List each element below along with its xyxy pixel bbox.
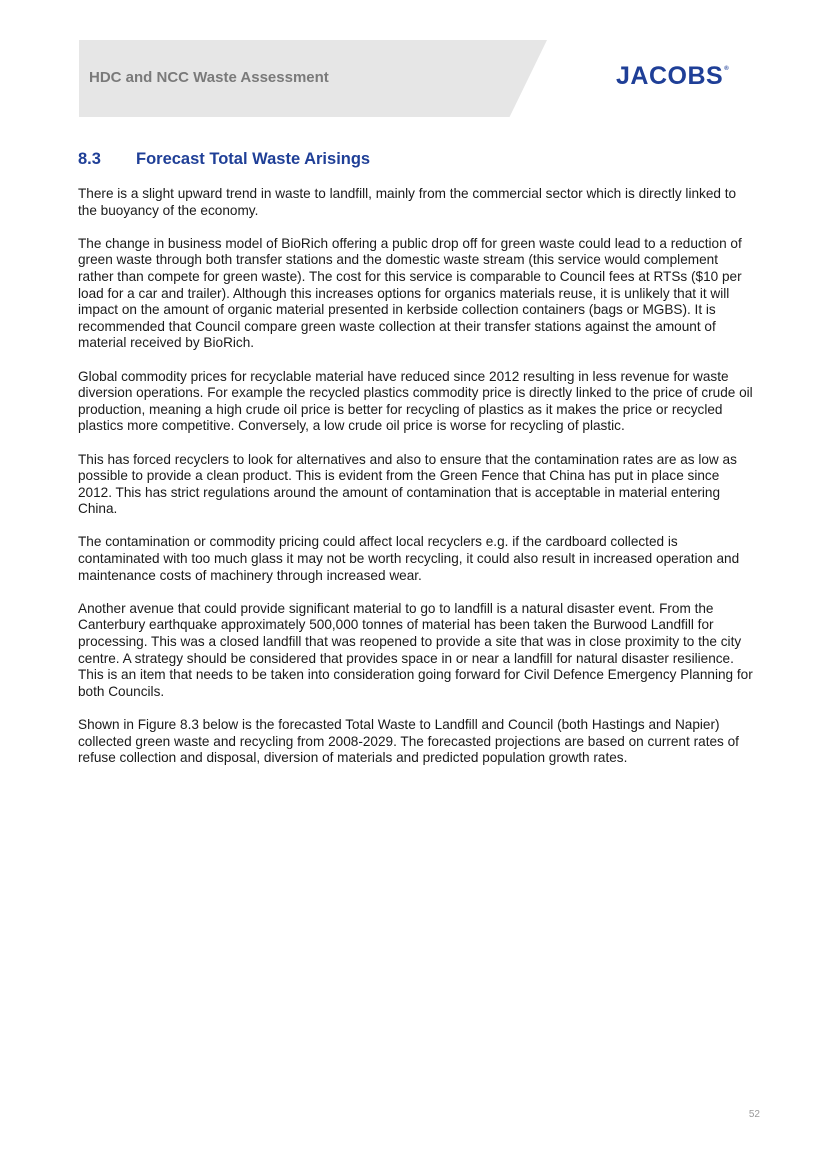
- paragraph: The change in business model of BioRich offering a public drop off for green waste could lead to a reduction of green waste through both transfer stations and the domestic waste stream (this service would complement rather than compete for green waste). The cost for this service is comparable to Council fees at RTSs ($10 per load for a car and trailer). Although this increases options for organics materials reuse, it is unlikely that it will impact on the amount of organic material presented in kerbside collection containers (bags or MGBS). It is recommended that Council compare green waste collection at their transfer stations against the amount of material received by BioRich.: [78, 235, 742, 351]
- logo-text: JACOBS: [616, 62, 724, 90]
- registered-mark: ®: [724, 66, 730, 72]
- page-number: 52: [748, 1109, 760, 1120]
- paragraph: There is a slight upward trend in waste to landfill, mainly from the commercial sector which is directly linked to the buoyancy of the economy.: [78, 186, 737, 218]
- paragraph: Global commodity prices for recyclable material have reduced since 2012 resulting in less revenue for waste diversion operations. For example the recycled plastics commodity price is directly linked to the price of crude oil production, meaning a high crude oil price is better for recycling of plastics as it makes the price or recycled plastics more competitive. Conversely, a low crude oil price is worse for recycling of plastic.: [78, 368, 753, 434]
- section-number: 8.3: [78, 150, 101, 168]
- paragraph: This has forced recyclers to look for alternatives and also to ensure that the contamination rates are as low as possible to provide a clean product. This is evident from the Green Fence that China has put in place since 2012. This has strict regulations around the amount of contamination that is acceptable in material entering China.: [78, 451, 737, 517]
- section-heading: [78, 150, 370, 169]
- paragraph: Another avenue that could provide significant material to go to landfill is a natural disaster event. From the Canterbury earthquake approximately 500,000 tonnes of material has been taken the Burwood Landfill for processing. This was a closed landfill that was reopened to provide a site that was in close proximity to the city centre. A strategy should be considered that provides space in or near a landfill for natural disaster resilience. This is an item that needs to be taken into consideration going forward for Civil Defence Emergency Planning for both Councils.: [78, 600, 753, 699]
- body-text: [78, 186, 756, 783]
- document-title: HDC and NCC Waste Assessment: [89, 69, 329, 86]
- paragraph: The contamination or commodity pricing could affect local recyclers e.g. if the cardboard collected is contaminated with too much glass it may not be worth recycling, it could also result in increased operation and maintenance costs of machinery through increased wear.: [78, 534, 740, 583]
- paragraph: Shown in Figure 8.3 below is the forecasted Total Waste to Landfill and Council (both Hastings and Napier) collected green waste and recycling from 2008-2029. The forecasted projections are based on current rates of refuse collection and disposal, diversion of materials and predicted population growth rates.: [78, 717, 739, 766]
- section-title: Forecast Total Waste Arisings: [136, 150, 371, 168]
- jacobs-logo: [616, 62, 729, 91]
